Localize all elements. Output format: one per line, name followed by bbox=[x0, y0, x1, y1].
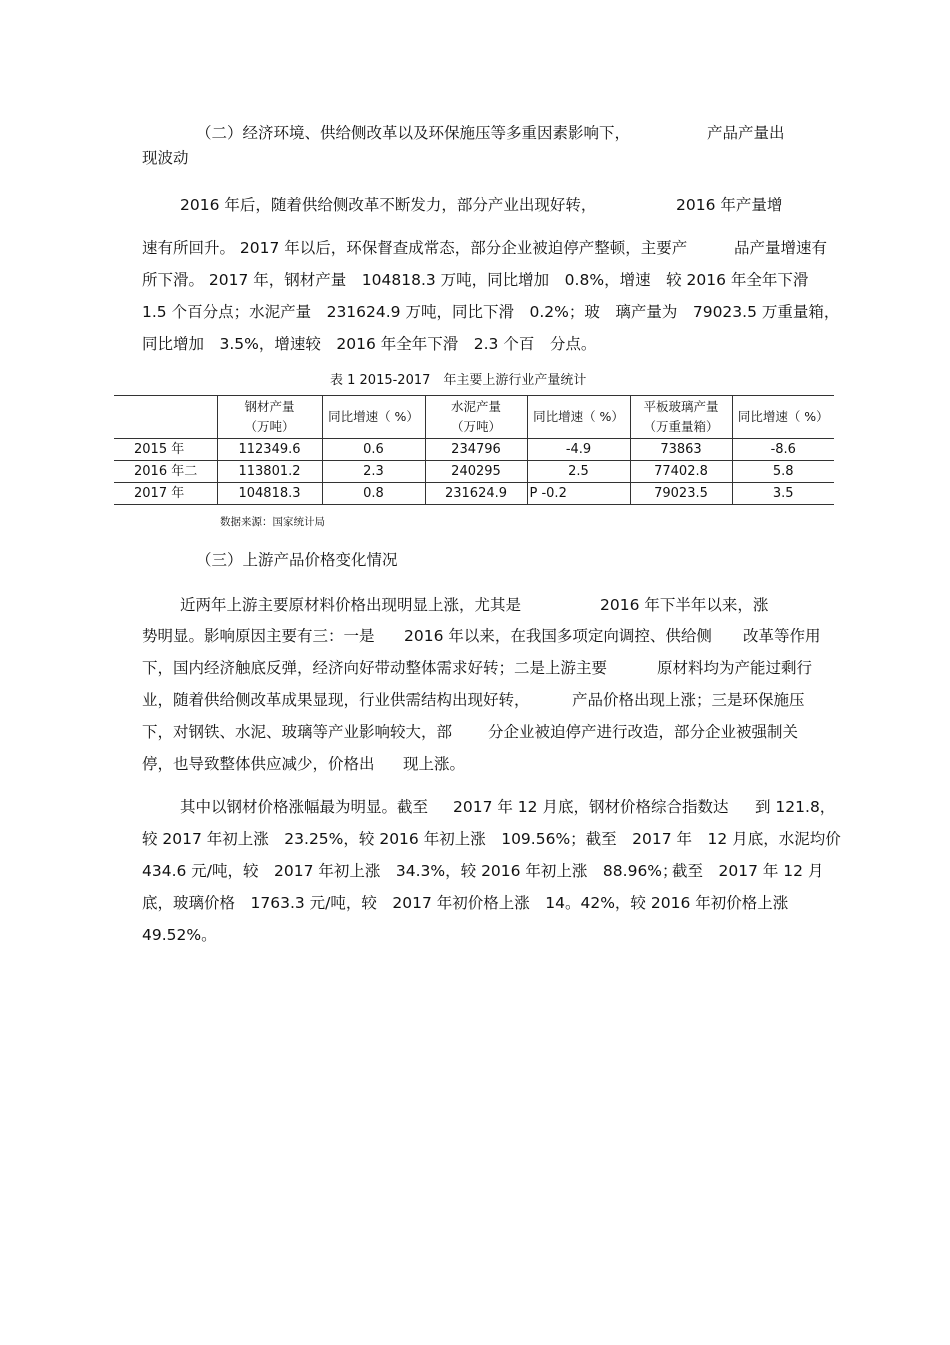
header-glass-output: 平板玻璃产量 （万重量箱） bbox=[630, 396, 732, 439]
para3-line5: 49.52%。 bbox=[142, 926, 217, 944]
glass-output-cell: 73863 bbox=[630, 439, 732, 461]
row-year: 2016 年二 bbox=[114, 461, 217, 483]
para2-line2-c: 改革等作用 bbox=[743, 627, 821, 645]
para1-line3: 所下滑。 2017 年，钢材产量 104818.3 万吨，同比增加 0.8%，增速 较 2016 年全年下滑 bbox=[142, 271, 809, 289]
steel-output-cell: 112349.6 bbox=[217, 439, 322, 461]
para3-line1-a: 其中以钢材价格涨幅最为明显。截至 bbox=[180, 798, 429, 816]
para2-line6-a: 停，也导致整体供应减少，价格出 bbox=[142, 755, 375, 773]
para2-line1-a: 近两年上游主要原材料价格出现明显上涨，尤其是 bbox=[180, 596, 522, 614]
section-heading-3: （三）上游产品价格变化情况 bbox=[196, 551, 398, 569]
para3-line1-b: 2017 年 12 月底，钢材价格综合指数达 bbox=[453, 798, 729, 816]
para1-line2-a: 速有所回升。 2017 年以后，环保督查成常态，部分企业被迫停产整顿，主要产 bbox=[142, 239, 688, 257]
table-caption: 表 1 2015-2017 年主要上游行业产量统计 bbox=[330, 373, 587, 388]
para2-line1-b: 2016 年下半年以来，涨 bbox=[600, 596, 769, 614]
table-row bbox=[114, 439, 834, 461]
header-corner bbox=[114, 396, 217, 439]
para3-line2: 较 2017 年初上涨 23.25%，较 2016 年初上涨 109.56%；截至 2017 年 12 月底，水泥均价 bbox=[142, 830, 841, 848]
para2-line5-b: 分企业被迫停产进行改造，部分企业被强制关 bbox=[488, 723, 799, 741]
para2-line3-b: 原材料均为产能过剩行 bbox=[657, 659, 813, 677]
table-header-row bbox=[114, 396, 834, 439]
cement-output-cell: 231624.9 bbox=[425, 483, 527, 505]
steel-growth-cell: 0.6 bbox=[322, 439, 425, 461]
para1-line1-b: 2016 年产量增 bbox=[676, 196, 783, 214]
para2-line4-b: 产品价格出现上涨；三是环保施压 bbox=[572, 691, 805, 709]
row-year: 2017 年 bbox=[114, 483, 217, 505]
glass-growth-cell: -8.6 bbox=[732, 439, 834, 461]
header-steel-growth: 同比增速（ %） bbox=[322, 396, 425, 439]
table-row bbox=[114, 461, 834, 483]
glass-growth-cell: 5.8 bbox=[732, 461, 834, 483]
header-steel-output: 钢材产量 （万吨） bbox=[217, 396, 322, 439]
header-glass-growth: 同比增速（ %） bbox=[732, 396, 834, 439]
header-cement-output: 水泥产量 （万吨） bbox=[425, 396, 527, 439]
para1-line4: 1.5 个百分点；水泥产量 231624.9 万吨，同比下滑 0.2%；玻 璃产量为 79023.5 万重量箱， bbox=[142, 303, 840, 321]
para2-line2-a: 势明显。影响原因主要有三：一是 bbox=[142, 627, 375, 645]
para3-line1-c: 到 121.8， bbox=[755, 798, 836, 816]
table-source: 数据来源：国家统计局 bbox=[220, 516, 325, 528]
cement-growth-cell: -4.9 bbox=[527, 439, 630, 461]
para2-line2-b: 2016 年以来，在我国多项定向调控、供给侧 bbox=[404, 627, 712, 645]
glass-output-cell: 77402.8 bbox=[630, 461, 732, 483]
para2-line3-a: 下，国内经济触底反弹，经济向好带动整体需求好转；二是上游主要 bbox=[142, 659, 608, 677]
steel-output-cell: 113801.2 bbox=[217, 461, 322, 483]
para2-line6-b: 现上涨。 bbox=[403, 755, 466, 773]
production-table bbox=[114, 395, 834, 505]
para2-line4-a: 业，随着供给侧改革成果显现，行业供需结构出现好转， bbox=[142, 691, 530, 709]
para3-line3-b: 截至 2017 年 12 月 bbox=[672, 862, 824, 880]
section-heading-2a: （二）经济环境、供给侧改革以及环保施压等多重因素影响下， bbox=[196, 124, 631, 142]
para1-line1-a: 2016 年后，随着供给侧改革不断发力，部分产业出现好转， bbox=[180, 196, 597, 214]
steel-output-cell: 104818.3 bbox=[217, 483, 322, 505]
header-cement-growth: 同比增速（ %） bbox=[527, 396, 630, 439]
cement-growth-cell: 2.5 bbox=[527, 461, 630, 483]
para3-line4: 底，玻璃价格 1763.3 元/吨，较 2017 年初价格上涨 14。42%，较 2016 年初价格上涨 bbox=[142, 894, 789, 912]
cement-output-cell: 240295 bbox=[425, 461, 527, 483]
steel-growth-cell: 2.3 bbox=[322, 461, 425, 483]
table-row bbox=[114, 483, 834, 505]
para1-line2-b: 品产量增速有 bbox=[734, 239, 828, 257]
glass-growth-cell: 3.5 bbox=[732, 483, 834, 505]
section-heading-2c: 现波动 bbox=[142, 149, 189, 167]
para1-line5: 同比增加 3.5%，增速较 2016 年全年下滑 2.3 个百 分点。 bbox=[142, 335, 597, 353]
cement-growth-cell: P -0.2 bbox=[527, 483, 630, 505]
cement-output-cell: 234796 bbox=[425, 439, 527, 461]
section-heading-2b: 产品产量出 bbox=[707, 124, 785, 142]
row-year: 2015 年 bbox=[114, 439, 217, 461]
para3-line3-a: 434.6 元/吨，较 2017 年初上涨 34.3%，较 2016 年初上涨 88.96%； bbox=[142, 862, 678, 880]
para2-line5-a: 下，对钢铁、水泥、玻璃等产业影响较大，部 bbox=[142, 723, 453, 741]
steel-growth-cell: 0.8 bbox=[322, 483, 425, 505]
glass-output-cell: 79023.5 bbox=[630, 483, 732, 505]
